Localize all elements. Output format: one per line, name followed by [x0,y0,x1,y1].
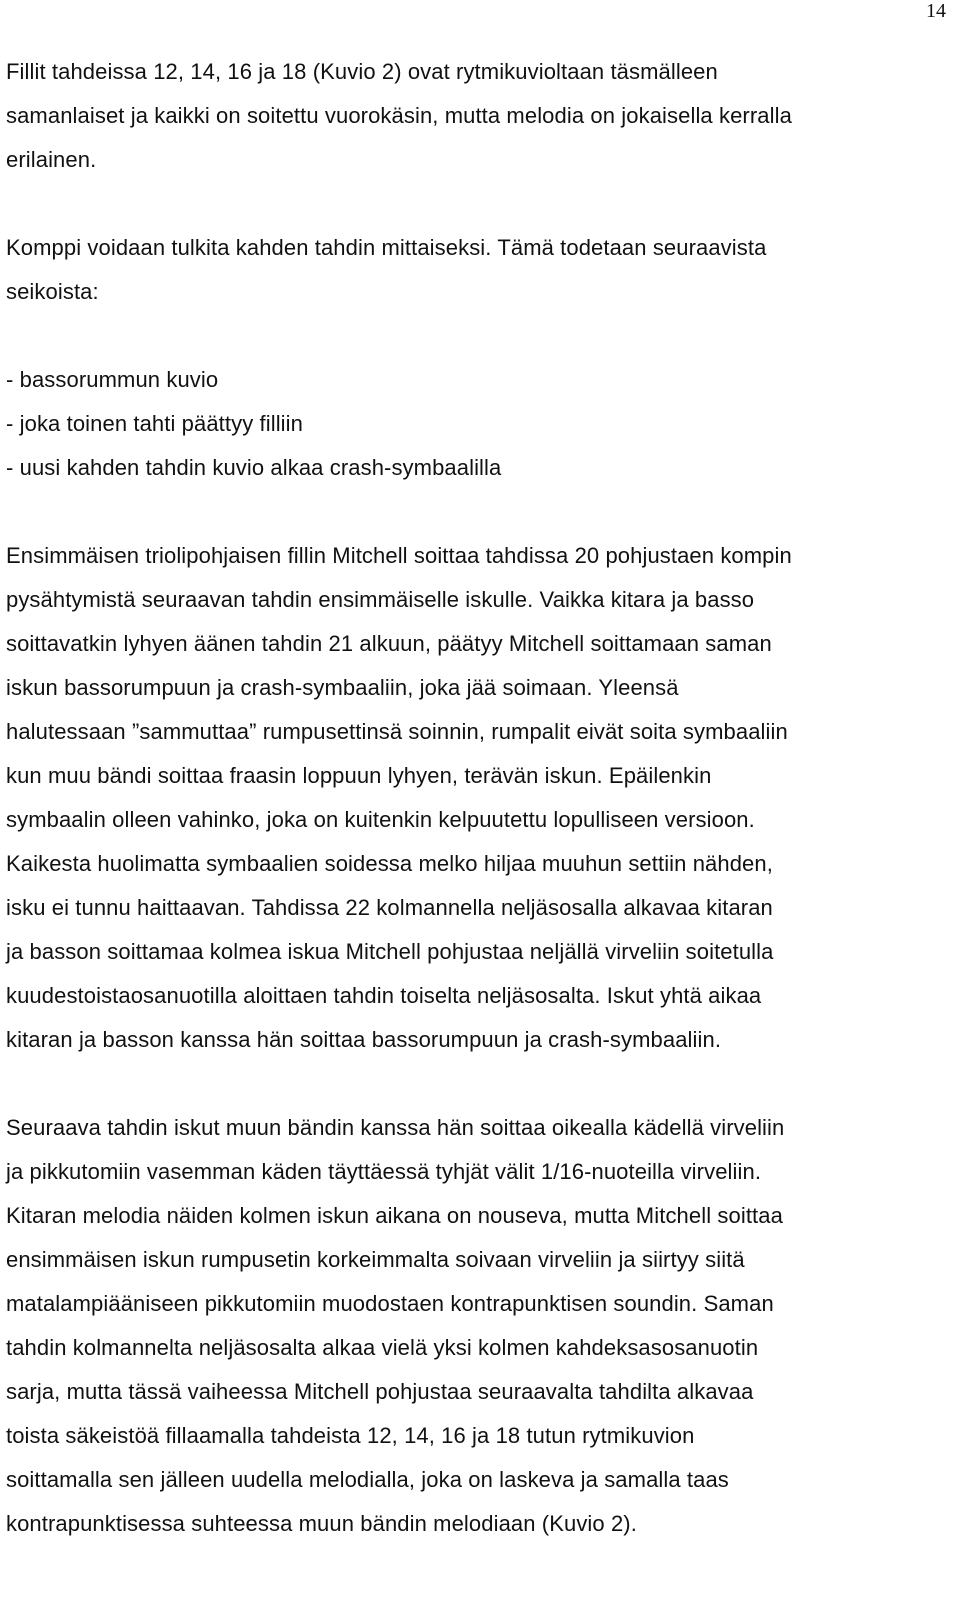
text-line: tahdin kolmannelta neljäsosalta alkaa vielä yksi kolmen kahdeksasosanuotin [6,1335,759,1360]
text-line: Komppi voidaan tulkita kahden tahdin mittaiseksi. Tämä todetaan seuraavista [6,235,767,260]
text-line: iskun bassorumpuun ja crash-symbaaliin, joka jää soimaan. Yleensä [6,675,679,700]
text-line: soittamalla sen jälleen uudella melodialla, joka on laskeva ja samalla taas [6,1467,729,1492]
paragraph-gap [6,314,954,358]
list-item: - uusi kahden tahdin kuvio alkaa crash-symbaalilla [6,455,502,480]
bullet-list [6,358,954,490]
text-line: kontrapunktisessa suhteessa muun bändin melodiaan (Kuvio 2). [6,1511,637,1536]
text-line: ja basson soittamaa kolmea iskua Mitchell pohjustaa neljällä virveliin soitetulla [6,939,774,964]
text-line: Kitaran melodia näiden kolmen iskun aikana on nouseva, mutta Mitchell soittaa [6,1203,783,1228]
text-line: symbaalin olleen vahinko, joka on kuitenkin kelpuutettu lopulliseen versioon. [6,807,755,832]
text-line: Ensimmäisen triolipohjaisen fillin Mitchell soittaa tahdissa 20 pohjustaen kompin [6,543,792,568]
text-line: kitaran ja basson kanssa hän soittaa bassorumpuun ja crash-symbaaliin. [6,1027,722,1052]
paragraph-gap [6,1062,954,1106]
text-line: seikoista: [6,279,99,304]
paragraph-fills [6,50,954,182]
text-line: kun muu bändi soittaa fraasin loppuun lyhyen, terävän iskun. Epäilenkin [6,763,712,788]
paragraph-gap [6,182,954,226]
page-number: 14 [926,0,946,22]
text-line: isku ei tunnu haittaavan. Tahdissa 22 kolmannella neljäsosalla alkavaa kitaran [6,895,773,920]
text-line: Seuraava tahdin iskut muun bändin kanssa hän soittaa oikealla kädellä virveliin [6,1115,785,1140]
paragraph-gap [6,490,954,534]
text-line: Kaikesta huolimatta symbaalien soidessa melko hiljaa muuhun settiin nähden, [6,851,773,876]
paragraph-komppi [6,226,954,314]
text-line: kuudestoistaosanuotilla aloittaen tahdin toiselta neljäsosalta. Iskut yhtä aikaa [6,983,762,1008]
text-line: pysähtymistä seuraavan tahdin ensimmäiselle iskulle. Vaikka kitara ja basso [6,587,755,612]
list-item: - joka toinen tahti päättyy filliin [6,411,303,436]
list-item: - bassorummun kuvio [6,367,219,392]
document-body [6,50,954,1546]
text-line: ensimmäisen iskun rumpusetin korkeimmalta soivaan virveliin ja siirtyy siitä [6,1247,745,1272]
text-line: matalampiääniseen pikkutomiin muodostaen kontrapunktisen soundin. Saman [6,1291,774,1316]
paragraph-first-fill [6,534,954,1062]
text-line: ja pikkutomiin vasemman käden täyttäessä tyhjät välit 1/16-nuoteilla virveliin. [6,1159,762,1184]
text-line: erilainen. [6,147,97,172]
text-line: soittavatkin lyhyen äänen tahdin 21 alkuun, päätyy Mitchell soittamaan saman [6,631,772,656]
paragraph-next-bar [6,1106,954,1546]
text-line: halutessaan ”sammuttaa” rumpusettinsä soinnin, rumpalit eivät soita symbaaliin [6,719,788,744]
text-line: sarja, mutta tässä vaiheessa Mitchell pohjustaa seuraavalta tahdilta alkavaa [6,1379,754,1404]
text-line: samanlaiset ja kaikki on soitettu vuorokäsin, mutta melodia on jokaisella kerralla [6,103,792,128]
text-line: toista säkeistöä fillaamalla tahdeista 12, 14, 16 ja 18 tutun rytmikuvion [6,1423,695,1448]
text-line: Fillit tahdeissa 12, 14, 16 ja 18 (Kuvio 2) ovat rytmikuvioltaan täsmälleen [6,59,718,84]
